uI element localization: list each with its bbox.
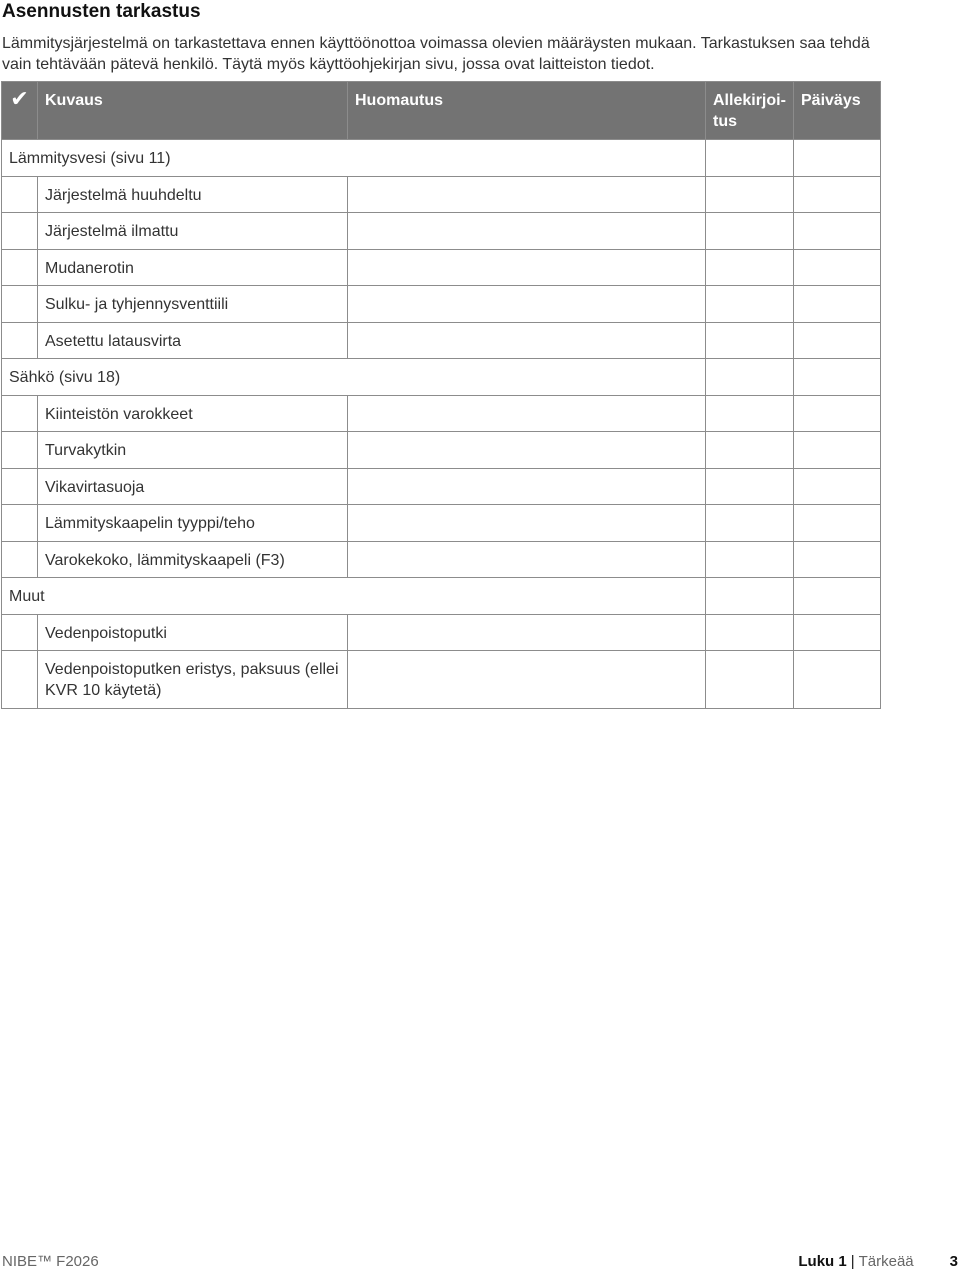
date-cell[interactable] <box>794 140 881 177</box>
check-cell[interactable] <box>2 249 38 286</box>
signature-cell[interactable] <box>706 614 794 651</box>
item-description: Asetettu latausvirta <box>38 322 348 359</box>
item-description: Mudanerotin <box>38 249 348 286</box>
signature-cell[interactable] <box>706 468 794 505</box>
table-row <box>2 432 881 469</box>
check-cell[interactable] <box>2 322 38 359</box>
section-row-muut <box>2 578 881 615</box>
signature-cell[interactable] <box>706 359 794 396</box>
section-row-lammitysvesi <box>2 140 881 177</box>
note-cell[interactable] <box>348 322 706 359</box>
signature-cell[interactable] <box>706 176 794 213</box>
section-note-cell <box>348 140 706 177</box>
date-cell[interactable] <box>794 432 881 469</box>
item-description: Järjestelmä ilmattu <box>38 213 348 250</box>
signature-cell[interactable] <box>706 249 794 286</box>
checkmark-icon: ✔ <box>2 82 38 140</box>
item-description: Kiinteistön varokkeet <box>38 395 348 432</box>
check-cell[interactable] <box>2 651 38 709</box>
item-description: Turvakytkin <box>38 432 348 469</box>
section-row-sahko <box>2 359 881 396</box>
table-row <box>2 468 881 505</box>
table-row <box>2 395 881 432</box>
section-label: Lämmitysvesi (sivu 11) <box>2 140 348 177</box>
date-cell[interactable] <box>794 395 881 432</box>
signature-cell[interactable] <box>706 578 794 615</box>
signature-cell[interactable] <box>706 213 794 250</box>
item-description: Vedenpoistoputki <box>38 614 348 651</box>
date-cell[interactable] <box>794 541 881 578</box>
page-title: Asennusten tarkastus <box>2 1 201 22</box>
signature-cell[interactable] <box>706 286 794 323</box>
signature-cell[interactable] <box>706 140 794 177</box>
signature-cell[interactable] <box>706 432 794 469</box>
footer-page-number: 3 <box>949 1253 958 1270</box>
check-cell[interactable] <box>2 176 38 213</box>
note-cell[interactable] <box>348 651 706 709</box>
table-row <box>2 286 881 323</box>
check-cell[interactable] <box>2 614 38 651</box>
table-row <box>2 541 881 578</box>
check-cell[interactable] <box>2 213 38 250</box>
date-cell[interactable] <box>794 213 881 250</box>
installation-checklist-table <box>1 81 881 709</box>
header-allekirjoitus: Allekirjoi- tus <box>706 82 794 140</box>
note-cell[interactable] <box>348 468 706 505</box>
date-cell[interactable] <box>794 505 881 542</box>
signature-cell[interactable] <box>706 322 794 359</box>
intro-text: Lämmitysjärjestelmä on tarkastettava ennen käyttöönottoa voimassa olevien määräysten mukaan. Tarkastuksen saa tehdä vain tehtävään pätevä henkilö. Täytä myös käyttöohjekirjan sivu, jossa ovat laitteiston tiedot. <box>2 35 870 73</box>
footer-separator: | <box>850 1253 855 1270</box>
table-row <box>2 322 881 359</box>
item-description: Järjestelmä huuhdeltu <box>38 176 348 213</box>
table-row <box>2 176 881 213</box>
section-label: Sähkö (sivu 18) <box>2 359 348 396</box>
note-cell[interactable] <box>348 286 706 323</box>
footer-chapter-label: Luku 1 <box>798 1253 847 1270</box>
note-cell[interactable] <box>348 432 706 469</box>
header-kuvaus: Kuvaus <box>38 82 348 140</box>
footer-product: NIBE™ F2026 <box>2 1253 99 1270</box>
date-cell[interactable] <box>794 322 881 359</box>
note-cell[interactable] <box>348 176 706 213</box>
date-cell[interactable] <box>794 176 881 213</box>
date-cell[interactable] <box>794 578 881 615</box>
check-cell[interactable] <box>2 541 38 578</box>
footer-chapter <box>798 1253 958 1270</box>
section-note-cell <box>348 359 706 396</box>
header-paivays: Päiväys <box>794 82 881 140</box>
note-cell[interactable] <box>348 249 706 286</box>
signature-cell[interactable] <box>706 505 794 542</box>
signature-cell[interactable] <box>706 395 794 432</box>
check-cell[interactable] <box>2 432 38 469</box>
date-cell[interactable] <box>794 468 881 505</box>
signature-cell[interactable] <box>706 651 794 709</box>
footer-section-label: Tärkeää <box>858 1253 914 1270</box>
table-row <box>2 505 881 542</box>
date-cell[interactable] <box>794 614 881 651</box>
check-cell[interactable] <box>2 505 38 542</box>
note-cell[interactable] <box>348 213 706 250</box>
note-cell[interactable] <box>348 395 706 432</box>
note-cell[interactable] <box>348 541 706 578</box>
item-description: Lämmityskaapelin tyyppi/teho <box>38 505 348 542</box>
date-cell[interactable] <box>794 286 881 323</box>
item-description: Vedenpoistoputken eristys, paksuus (ellei KVR 10 käytetä) <box>38 651 348 709</box>
check-cell[interactable] <box>2 468 38 505</box>
check-cell[interactable] <box>2 286 38 323</box>
check-cell[interactable] <box>2 395 38 432</box>
date-cell[interactable] <box>794 651 881 709</box>
section-label: Muut <box>2 578 348 615</box>
item-description: Vikavirtasuoja <box>38 468 348 505</box>
table-row <box>2 614 881 651</box>
date-cell[interactable] <box>794 249 881 286</box>
table-row <box>2 651 881 709</box>
note-cell[interactable] <box>348 614 706 651</box>
header-huomautus: Huomautus <box>348 82 706 140</box>
table-row <box>2 213 881 250</box>
date-cell[interactable] <box>794 359 881 396</box>
note-cell[interactable] <box>348 505 706 542</box>
table-header-row <box>2 82 881 140</box>
signature-cell[interactable] <box>706 541 794 578</box>
section-note-cell <box>348 578 706 615</box>
table-row <box>2 249 881 286</box>
item-description: Sulku- ja tyhjennysventtiili <box>38 286 348 323</box>
item-description: Varokekoko, lämmityskaapeli (F3) <box>38 541 348 578</box>
